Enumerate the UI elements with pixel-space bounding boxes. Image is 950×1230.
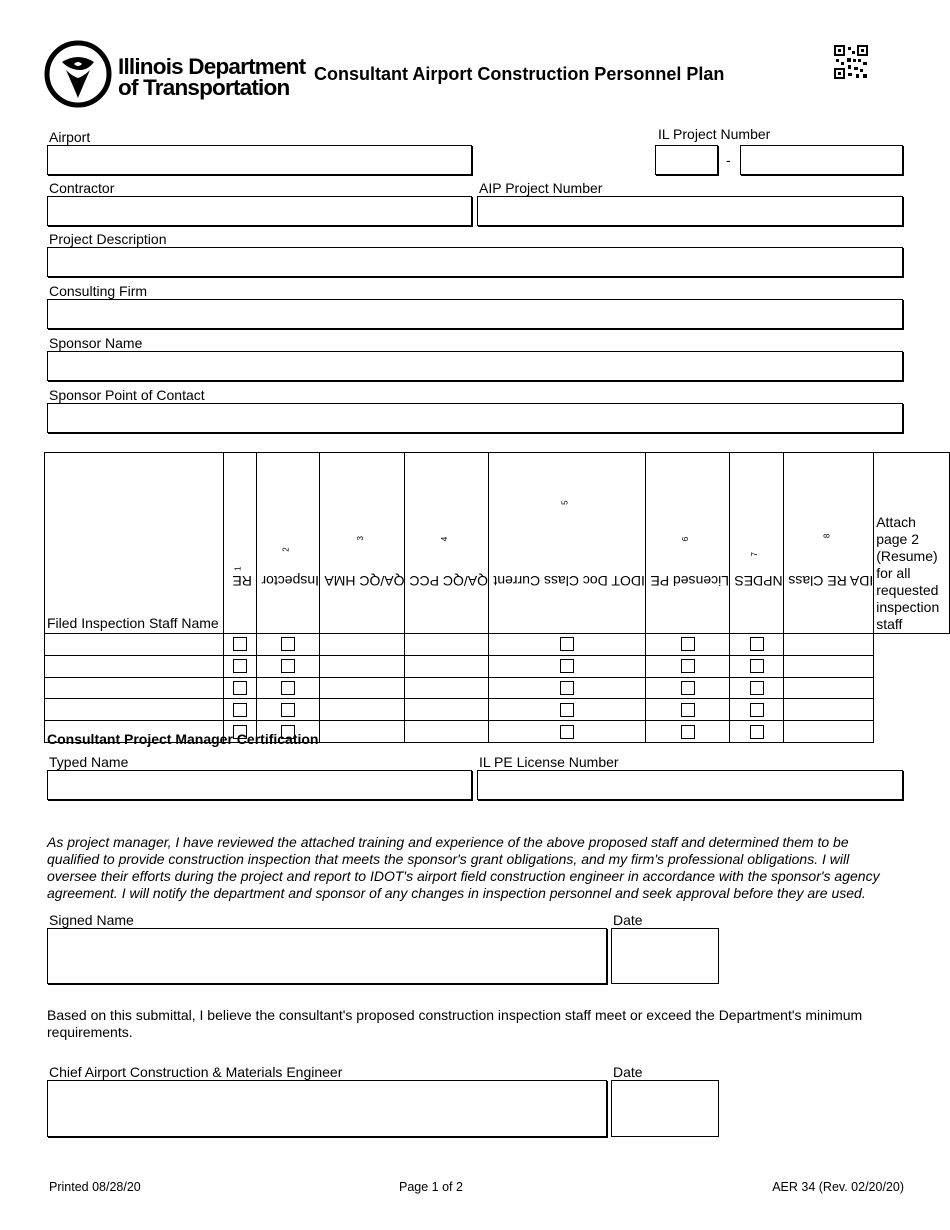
signed-name-field[interactable] (47, 928, 607, 984)
qaqc-hma-cell[interactable] (319, 699, 405, 721)
licensed-pe-checkbox[interactable] (681, 725, 695, 739)
typed-name-label: Typed Name (49, 754, 129, 770)
col-header-licensed-pe: Licensed $PE^6$ (646, 453, 730, 634)
staff-name-cell[interactable] (45, 677, 224, 699)
idot-logo (44, 40, 116, 108)
npdes-cell (730, 655, 784, 677)
inspector-checkbox[interactable] (281, 637, 295, 651)
re-cell (224, 655, 257, 677)
licensed-pe-cell (646, 699, 730, 721)
col-header-qaqc-hma: QA/QC HMA$^3$ (319, 453, 405, 634)
qaqc-pcc-cell[interactable] (405, 634, 489, 656)
licensed-pe-cell (646, 721, 730, 743)
date1-label: Date (613, 912, 643, 928)
date2-field[interactable] (611, 1080, 719, 1137)
airport-field[interactable] (47, 145, 472, 175)
typed-name-field[interactable] (47, 770, 472, 800)
col-header-re: $RE^1$ (224, 453, 257, 634)
idot-doc-cell (489, 677, 646, 699)
npdes-checkbox[interactable] (750, 637, 764, 651)
inspector-checkbox[interactable] (281, 681, 295, 695)
staff-name-cell[interactable] (45, 699, 224, 721)
re-checkbox[interactable] (233, 659, 247, 673)
sponsor-name-label: Sponsor Name (49, 335, 143, 351)
sponsor-poc-field[interactable] (47, 403, 903, 433)
qaqc-pcc-cell[interactable] (405, 655, 489, 677)
npdes-cell (730, 634, 784, 656)
signed-name-label: Signed Name (49, 912, 134, 928)
col-header-ida-re: IDA RE Class$^8$ (783, 453, 873, 634)
attach-note-cell (874, 453, 950, 634)
page-number: Page 1 of 2 (399, 1180, 463, 1194)
staff-name-cell[interactable] (45, 634, 224, 656)
sponsor-name-field[interactable] (47, 351, 903, 381)
ida-re-cell[interactable] (783, 677, 873, 699)
re-cell (224, 634, 257, 656)
contractor-field[interactable] (47, 196, 472, 226)
licensed-pe-checkbox[interactable] (681, 703, 695, 717)
project-description-field[interactable] (47, 247, 903, 277)
staff-name-cell[interactable] (45, 655, 224, 677)
npdes-checkbox[interactable] (750, 681, 764, 695)
licensed-pe-cell (646, 655, 730, 677)
agency-name-line1: Illinois Department (118, 54, 306, 79)
qaqc-pcc-cell[interactable] (405, 721, 489, 743)
date2-label: Date (613, 1064, 643, 1080)
qaqc-pcc-cell[interactable] (405, 677, 489, 699)
idot-doc-cell (489, 699, 646, 721)
form-id: AER 34 (Rev. 02/20/20) (772, 1180, 904, 1194)
re-checkbox[interactable] (233, 681, 247, 695)
licensed-pe-checkbox[interactable] (681, 681, 695, 695)
table-row (45, 699, 950, 721)
npdes-cell (730, 721, 784, 743)
npdes-cell (730, 677, 784, 699)
consulting-firm-field[interactable] (47, 299, 903, 329)
il-project-number-part1-field[interactable] (655, 145, 718, 175)
col-header-qaqc-pcc: QA/QC PCC$^4$ (405, 453, 489, 634)
staff-name-header: Filed Inspection Staff Name (45, 453, 224, 634)
idot-doc-checkbox[interactable] (560, 659, 574, 673)
re-cell (224, 699, 257, 721)
agency-name (118, 56, 305, 98)
inspector-cell (256, 699, 319, 721)
aip-project-number-label: AIP Project Number (479, 180, 603, 196)
staff-table (44, 452, 950, 743)
inspector-cell (256, 655, 319, 677)
pe-license-label: IL PE License Number (479, 754, 619, 770)
licensed-pe-checkbox[interactable] (681, 637, 695, 651)
col-header-inspector: Inspector$^2$ (256, 453, 319, 634)
idot-doc-cell (489, 655, 646, 677)
il-project-number-dash: - (726, 152, 731, 168)
inspector-checkbox[interactable] (281, 659, 295, 673)
table-row (45, 634, 950, 656)
qaqc-hma-cell[interactable] (319, 721, 405, 743)
il-project-number-label: IL Project Number (658, 126, 771, 142)
qaqc-hma-cell[interactable] (319, 634, 405, 656)
ida-re-cell[interactable] (783, 721, 873, 743)
inspector-cell (256, 677, 319, 699)
form-title: Consultant Airport Construction Personnel Plan (314, 64, 725, 84)
idot-doc-checkbox[interactable] (560, 703, 574, 717)
staff-table-header-row (45, 453, 950, 634)
ida-re-cell[interactable] (783, 655, 873, 677)
licensed-pe-checkbox[interactable] (681, 659, 695, 673)
chief-engineer-signature-field[interactable] (47, 1080, 607, 1137)
airport-label: Airport (49, 129, 91, 145)
sponsor-poc-label: Sponsor Point of Contact (49, 387, 205, 403)
qaqc-hma-cell[interactable] (319, 677, 405, 699)
idot-doc-checkbox[interactable] (560, 725, 574, 739)
certification-heading: Consultant Project Manager Certification (47, 731, 319, 747)
inspector-checkbox[interactable] (281, 703, 295, 717)
inspector-cell (256, 634, 319, 656)
ida-re-cell[interactable] (783, 634, 873, 656)
col-header-npdes: NPDES$^7$ (730, 453, 784, 634)
idot-doc-checkbox[interactable] (560, 681, 574, 695)
table-row (45, 655, 950, 677)
ida-re-cell[interactable] (783, 699, 873, 721)
npdes-cell (730, 699, 784, 721)
idot-doc-cell (489, 721, 646, 743)
printed-date: Printed 08/28/20 (49, 1180, 141, 1194)
contractor-label: Contractor (49, 180, 115, 196)
consulting-firm-label: Consulting Firm (49, 283, 148, 299)
project-description-label: Project Description (49, 231, 167, 247)
qr-code-icon (834, 45, 868, 79)
qaqc-hma-cell[interactable] (319, 655, 405, 677)
table-row (45, 677, 950, 699)
re-cell (224, 677, 257, 699)
il-project-number-part2-field[interactable] (740, 145, 903, 175)
re-checkbox[interactable] (233, 703, 247, 717)
chief-engineer-label: Chief Airport Construction & Materials Engineer (49, 1064, 343, 1080)
licensed-pe-cell (646, 677, 730, 699)
npdes-checkbox[interactable] (750, 703, 764, 717)
pe-license-field[interactable] (477, 770, 903, 800)
agency-name-line2: of Transportation (118, 75, 290, 100)
pm-statement: As project manager, I have reviewed the attached training and experience of the above proposed staff and determined them to be qualified to provide construction inspection that meets the sponsor's grant obligations, and my firm's professional obligations. I will oversee their efforts during the project and report to IDOT's airport field construction engineer in accordance with the sponsor's agency agreement. I will notify the department and sponsor of any changes in inspection personnel and seek approval before they are used. (47, 834, 880, 901)
npdes-checkbox[interactable] (750, 659, 764, 673)
npdes-checkbox[interactable] (750, 725, 764, 739)
re-checkbox[interactable] (233, 637, 247, 651)
attach-note: Attach page 2 (Resume) for all requested inspection staff (876, 514, 940, 632)
qaqc-pcc-cell[interactable] (405, 699, 489, 721)
licensed-pe-cell (646, 634, 730, 656)
submittal-statement: Based on this submittal, I believe the consultant's proposed construction inspection staff meet or exceed the Department's minimum requirements. (47, 1007, 863, 1040)
col-header-idot-doc: IDOT Doc Class Current$^5$ (489, 453, 646, 634)
date1-field[interactable] (611, 928, 719, 984)
aip-project-number-field[interactable] (477, 196, 903, 226)
